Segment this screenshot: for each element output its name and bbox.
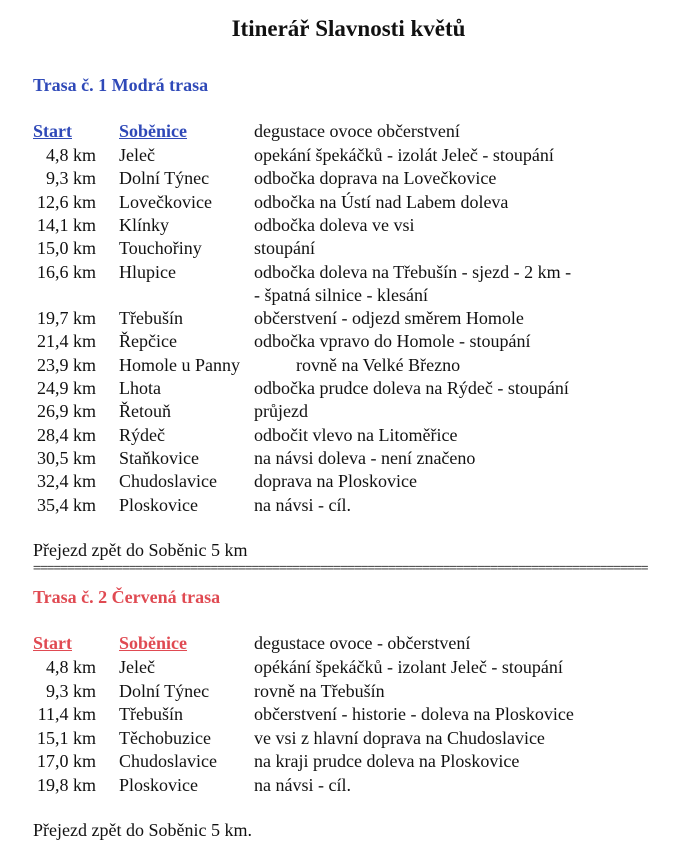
place-cell: Třebušín xyxy=(119,704,183,724)
place-cell: Chudoslavice xyxy=(119,471,217,492)
distance-cell: 30,5 km xyxy=(36,447,96,468)
distance-cell: 4,8 km xyxy=(45,145,96,165)
note-cell: průjezd xyxy=(254,401,308,422)
place-cell: Staňkovice xyxy=(119,447,199,468)
itinerary-row xyxy=(0,260,697,284)
route2-return-note: Přejezd zpět do Soběnic 5 km. xyxy=(33,820,252,840)
note-cell: doprava na Ploskovice xyxy=(254,471,417,492)
itinerary-row xyxy=(0,190,697,214)
route1-start-note: degustace ovoce občerstvení xyxy=(254,121,460,141)
place-cell: Ploskovice xyxy=(119,494,198,515)
itinerary-row xyxy=(0,655,697,679)
itinerary-row xyxy=(0,283,697,307)
route2-heading: Trasa č. 2 Červená trasa xyxy=(33,587,221,607)
itinerary-row xyxy=(0,679,697,703)
distance-cell: 14,1 km xyxy=(36,214,96,235)
itinerary-row xyxy=(0,446,697,470)
note-cell: stoupání xyxy=(254,238,315,259)
note-cell: odbočka doleva na Třebušín - sjezd - 2 km - xyxy=(254,261,572,282)
note-cell: odbočka na Ústí nad Labem doleva xyxy=(254,191,509,212)
distance-cell: 9,3 km xyxy=(45,680,96,701)
note-cell: odbočit vlevo na Litoměřice xyxy=(254,424,458,445)
note-cell: na návsi doleva - není značeno xyxy=(254,447,476,468)
place-cell: Touchořiny xyxy=(119,238,202,259)
itinerary-row xyxy=(0,166,697,190)
route-separator: ========================================================================================== xyxy=(33,562,648,576)
route2-start-label: Start xyxy=(33,633,72,653)
note-cell: - špatná silnice - klesání xyxy=(254,284,428,305)
itinerary-row xyxy=(0,236,697,260)
note-cell: odbočka doleva ve vsi xyxy=(254,214,415,235)
distance-cell: 11,4 km xyxy=(37,704,96,724)
place-cell: Lovečkovice xyxy=(119,191,212,212)
note-cell: rovně na Třebušín xyxy=(254,680,385,701)
route1-heading: Trasa č. 1 Modrá trasa xyxy=(33,75,209,95)
note-cell: na návsi - cíl. xyxy=(254,774,351,795)
distance-cell: 28,4 km xyxy=(36,424,96,445)
distance-cell: 23,9 km xyxy=(36,354,96,375)
note-cell: na návsi - cíl. xyxy=(254,494,351,515)
distance-cell: 12,6 km xyxy=(36,191,96,212)
route1-start-place: Soběnice xyxy=(119,121,188,141)
route1-start-row xyxy=(0,119,697,143)
place-cell: Rýdeč xyxy=(119,424,165,445)
itinerary-row xyxy=(0,213,697,237)
itinerary-row xyxy=(0,376,697,400)
note-cell: rovně na Velké Březno xyxy=(296,354,461,375)
distance-cell: 35,4 km xyxy=(36,494,96,515)
itinerary-row xyxy=(0,143,697,167)
distance-cell: 26,9 km xyxy=(36,401,96,422)
note-cell: občerstvení - historie - doleva na Ploskovice xyxy=(254,704,574,724)
distance-cell: 19,8 km xyxy=(36,774,96,795)
note-cell: opekání špekáčků - izolát Jeleč - stoupání xyxy=(254,145,554,165)
distance-cell: 24,9 km xyxy=(36,378,96,398)
distance-cell: 16,6 km xyxy=(36,261,96,282)
itinerary-row xyxy=(0,702,697,726)
place-cell: Dolní Týnec xyxy=(119,680,210,701)
itinerary-row xyxy=(0,306,697,330)
place-cell: Třebušín xyxy=(119,308,183,329)
itinerary-row xyxy=(0,726,697,750)
itinerary-row xyxy=(0,329,697,353)
note-cell: občerstvení - odjezd směrem Homole xyxy=(254,308,524,329)
place-cell: Těchobuzice xyxy=(119,727,211,748)
itinerary-row xyxy=(0,749,697,773)
place-cell: Ploskovice xyxy=(119,774,198,795)
note-cell: odbočka prudce doleva na Rýdeč - stoupání xyxy=(254,378,569,398)
note-cell: odbočka doprava na Lovečkovice xyxy=(254,168,497,189)
itinerary-row xyxy=(0,399,697,423)
note-cell: odbočka vpravo do Homole - stoupání xyxy=(254,331,531,352)
itinerary-row xyxy=(0,493,697,517)
itinerary-row xyxy=(0,423,697,447)
distance-cell: 19,7 km xyxy=(36,308,96,329)
distance-cell: 32,4 km xyxy=(36,471,96,492)
route1-return-note: Přejezd zpět do Soběnic 5 km xyxy=(33,540,248,560)
itinerary-row xyxy=(0,469,697,493)
distance-cell: 4,8 km xyxy=(45,657,96,677)
route1-start-label: Start xyxy=(33,121,72,141)
place-cell: Jeleč xyxy=(119,145,155,165)
place-cell: Chudoslavice xyxy=(119,751,217,771)
place-cell: Klínky xyxy=(119,214,170,235)
distance-cell: 17,0 km xyxy=(36,751,96,771)
place-cell: Dolní Týnec xyxy=(119,168,210,189)
place-cell: Hlupice xyxy=(119,261,176,282)
distance-cell: 15,0 km xyxy=(36,238,96,259)
itinerary-row xyxy=(0,353,697,377)
route2-start-note: degustace ovoce - občerstvení xyxy=(254,633,471,653)
route2-start-place: Soběnice xyxy=(119,633,188,653)
place-cell: Lhota xyxy=(119,378,161,398)
distance-cell: 15,1 km xyxy=(36,727,96,748)
place-cell: Řepčice xyxy=(119,331,177,352)
place-cell: Jeleč xyxy=(119,657,155,677)
note-cell: opékání špekáčků - izolant Jeleč - stoupání xyxy=(254,657,563,677)
note-cell: ve vsi z hlavní doprava na Chudoslavice xyxy=(254,727,545,748)
route2-start-row xyxy=(0,631,697,655)
place-cell: Homole u Panny xyxy=(119,354,240,375)
itinerary-row xyxy=(0,773,697,797)
place-cell: Řetouň xyxy=(119,401,171,422)
distance-cell: 21,4 km xyxy=(36,331,96,352)
note-cell: na kraji prudce doleva na Ploskovice xyxy=(254,751,520,771)
page-title: Itinerář Slavnosti květů xyxy=(231,16,466,41)
distance-cell: 9,3 km xyxy=(45,168,96,189)
